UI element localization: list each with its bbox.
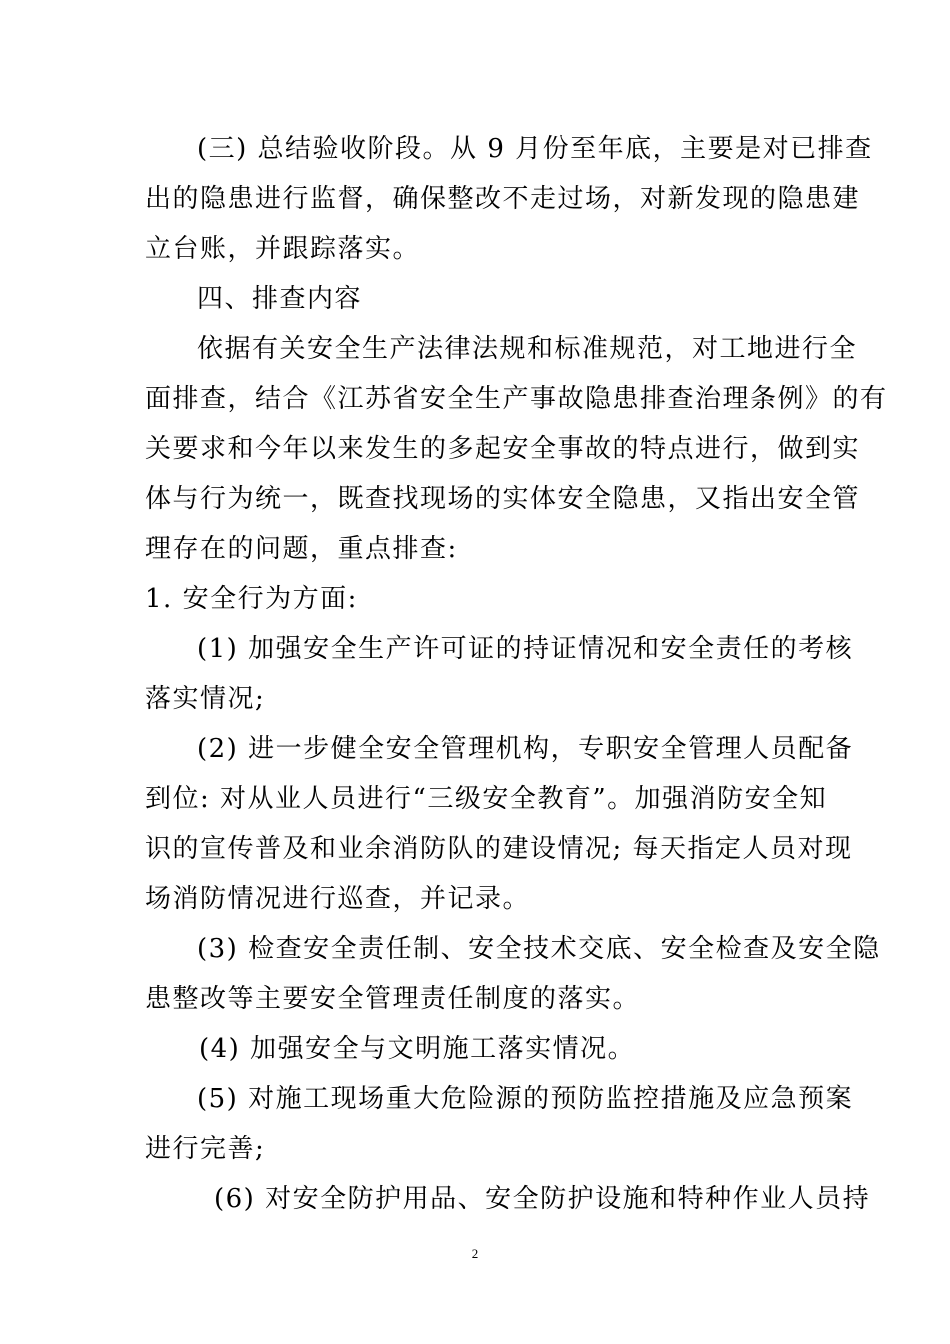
subsection-heading: 1. 安全行为方面: [145, 584, 358, 614]
text-line: (4) 加强安全与文明施工落实情况。 [199, 1034, 636, 1064]
text-line: 场消防情况进行巡查，并记录。 [145, 884, 531, 914]
text-line: (2) 进一步健全安全管理机构，专职安全管理人员配备 [197, 734, 854, 764]
text-line: (三) 总结验收阶段。从 9 月份至年底，主要是对已排查 [197, 134, 873, 164]
text-line: 识的宣传普及和业余消防队的建设情况; 每天指定人员对现 [145, 834, 853, 864]
text-line: 患整改等主要安全管理责任制度的落实。 [145, 984, 641, 1014]
text-line: 理存在的问题，重点排查: [145, 534, 458, 564]
text-line: 依据有关安全生产法律法规和标准规范，对工地进行全 [197, 334, 858, 364]
text-line: (1) 加强安全生产许可证的持证情况和安全责任的考核 [197, 634, 854, 664]
text-line: 体与行为统一，既查找现场的实体安全隐患，又指出安全管 [145, 484, 861, 514]
text-line: 落实情况; [145, 684, 266, 714]
text-line: 到位: 对从业人员进行“三级安全教育”。加强消防安全知 [145, 784, 828, 814]
text-line: 出的隐患进行监督，确保整改不走过场，对新发现的隐患建 [145, 184, 861, 214]
section-heading: 四、排查内容 [197, 284, 363, 314]
text-line: (6) 对安全防护用品、安全防护设施和特种作业人员持 [214, 1184, 871, 1214]
text-line: (5) 对施工现场重大危险源的预防监控措施及应急预案 [197, 1084, 854, 1114]
text-line: (3) 检查安全责任制、安全技术交底、安全检查及安全隐 [197, 934, 881, 964]
text-line: 关要求和今年以来发生的多起安全事故的特点进行，做到实 [145, 434, 861, 464]
page-number: 2 [471, 1246, 479, 1261]
text-line: 面排查，结合《江苏省安全生产事故隐患排查治理条例》的有 [145, 384, 888, 414]
text-line: 立台账，并跟踪落实。 [145, 234, 421, 264]
text-line: 进行完善; [145, 1134, 266, 1164]
